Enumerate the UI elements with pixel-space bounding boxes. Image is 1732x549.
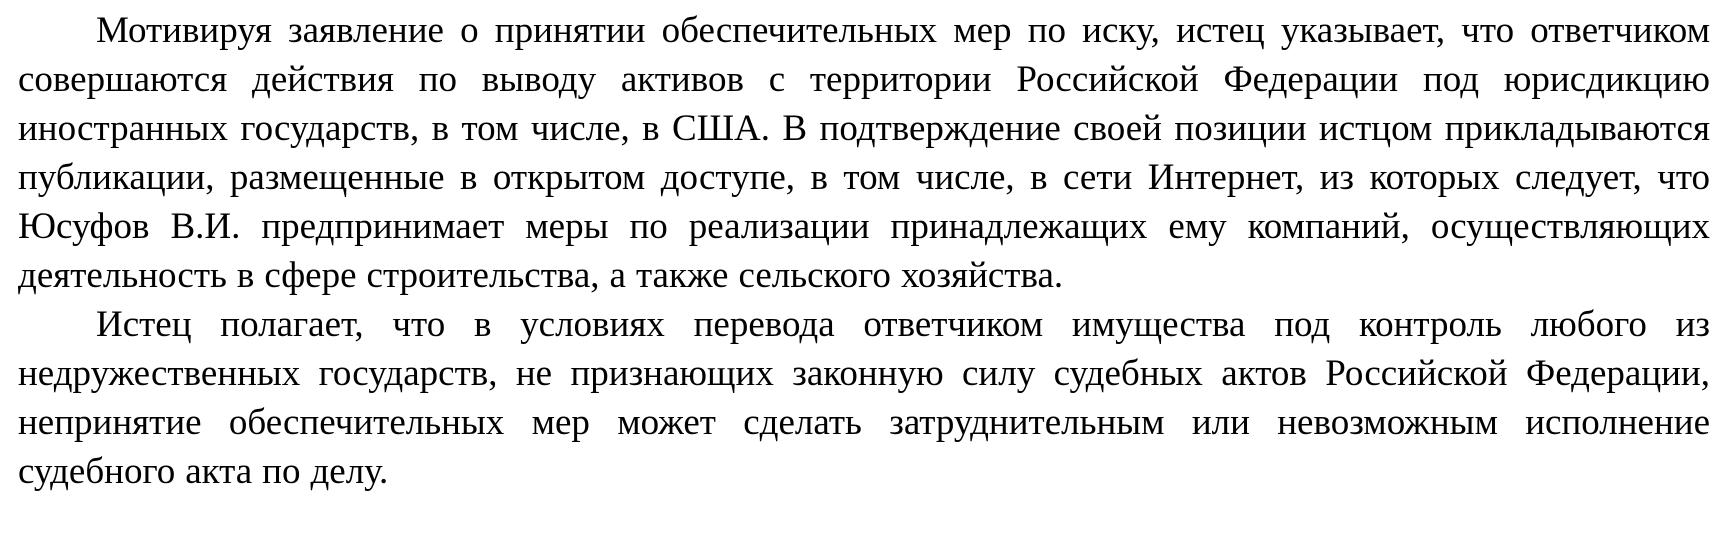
document-body bbox=[0, 6, 1732, 496]
paragraph-1: Мотивируя заявление о принятии обеспечительных мер по иску, истец указывает, что ответчиком совершаются действия по выводу активов с территории Российской Федерации под юрисдикцию иностранных государств, в том числе, в США. В подтверждение своей позиции истцом прикладываются публикации, размещенные в открытом доступе, в том числе, в сети Интернет, из которых следует, что Юсуфов В.И. предпринимает меры по реализации принадлежащих ему компаний, осуществляющих деятельность в сфере строительства, а также сельского хозяйства. bbox=[18, 10, 1710, 296]
paragraph-2: Истец полагает, что в условиях перевода ответчиком имущества под контроль любого из недружественных государств, не признающих законную силу судебных актов Российской Федерации, непринятие обеспечительных мер может сделать затруднительным или невозможным исполнение судебного акта по делу. bbox=[18, 304, 1710, 492]
